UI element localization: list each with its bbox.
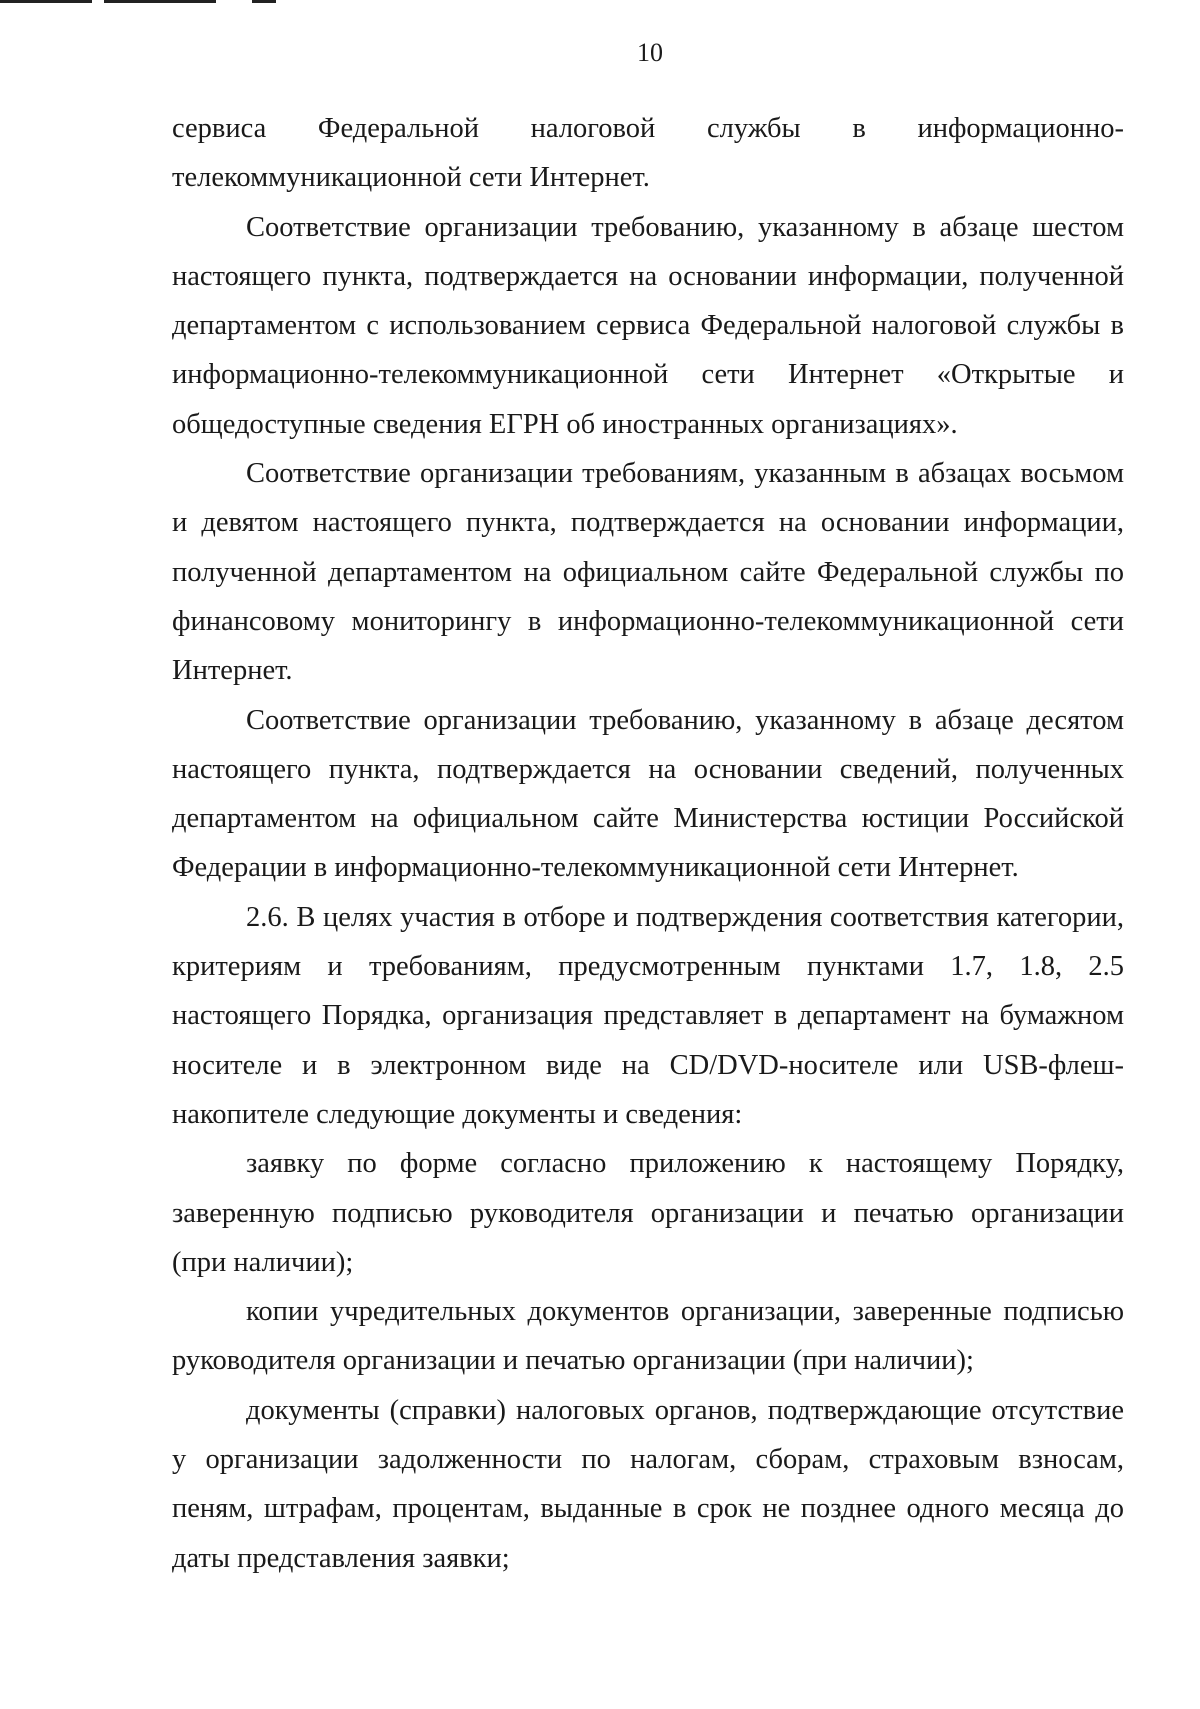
scan-edge-mark xyxy=(104,0,216,3)
paragraph: Соответствие организации требованиям, указанным в абзацах восьмом и девятом настоящего пункта, подтверждается на основании информации, полученной департаментом на официальном сайте Федеральной службы по финансовому мониторингу в информационно-телекоммуникационной сети Интернет. xyxy=(172,458,1124,687)
list-item: копии учредительных документов организации, заверенные подписью руководителя организации и печатью организации (при наличии); xyxy=(172,1296,1124,1377)
paragraph: Соответствие организации требованию, указанному в абзаце шестом настоящего пункта, подтверждается на основании информации, полученной департаментом с использованием сервиса Федеральной налоговой службы в информационно-телекоммуникационной сети Интернет «Открытые и общедоступные сведения ЕГРН об иностранных организациях». xyxy=(172,211,1124,440)
page-number: 10 xyxy=(637,38,663,67)
scan-edge-mark xyxy=(252,0,276,3)
paragraph-section-2-6: 2.6. В целях участия в отборе и подтверждения соответствия категории, критериям и требованиям, предусмотренным пунктами 1.7, 1.8, 2.5 настоящего Порядка, организация представляет в департамент на бумажном носителе и в электронном виде на CD/DVD-носителе или USB-флеш-накопителе следующие документы и сведения: xyxy=(172,901,1124,1130)
list-item: документы (справки) налоговых органов, подтверждающие отсутствие у организации задолженности по налогам, сборам, страховым взносам, пеням, штрафам, процентам, выданные в срок не позднее одного месяца до даты представления заявки; xyxy=(172,1394,1124,1574)
paragraph: Соответствие организации требованию, указанному в абзаце десятом настоящего пункта, подтверждается на основании сведений, полученных департаментом на официальном сайте Министерства юстиции Российской Федерации в информационно-телекоммуникационной сети Интернет. xyxy=(172,704,1124,884)
document-body xyxy=(172,104,1124,1583)
list-item: заявку по форме согласно приложению к настоящему Порядку, заверенную подписью руководителя организации и печатью организации (при наличии); xyxy=(172,1148,1124,1278)
paragraph-continuation: сервиса Федеральной налоговой службы в информационно-телекоммуникационной сети Интернет. xyxy=(172,113,1124,194)
scan-edge-mark xyxy=(0,0,92,3)
